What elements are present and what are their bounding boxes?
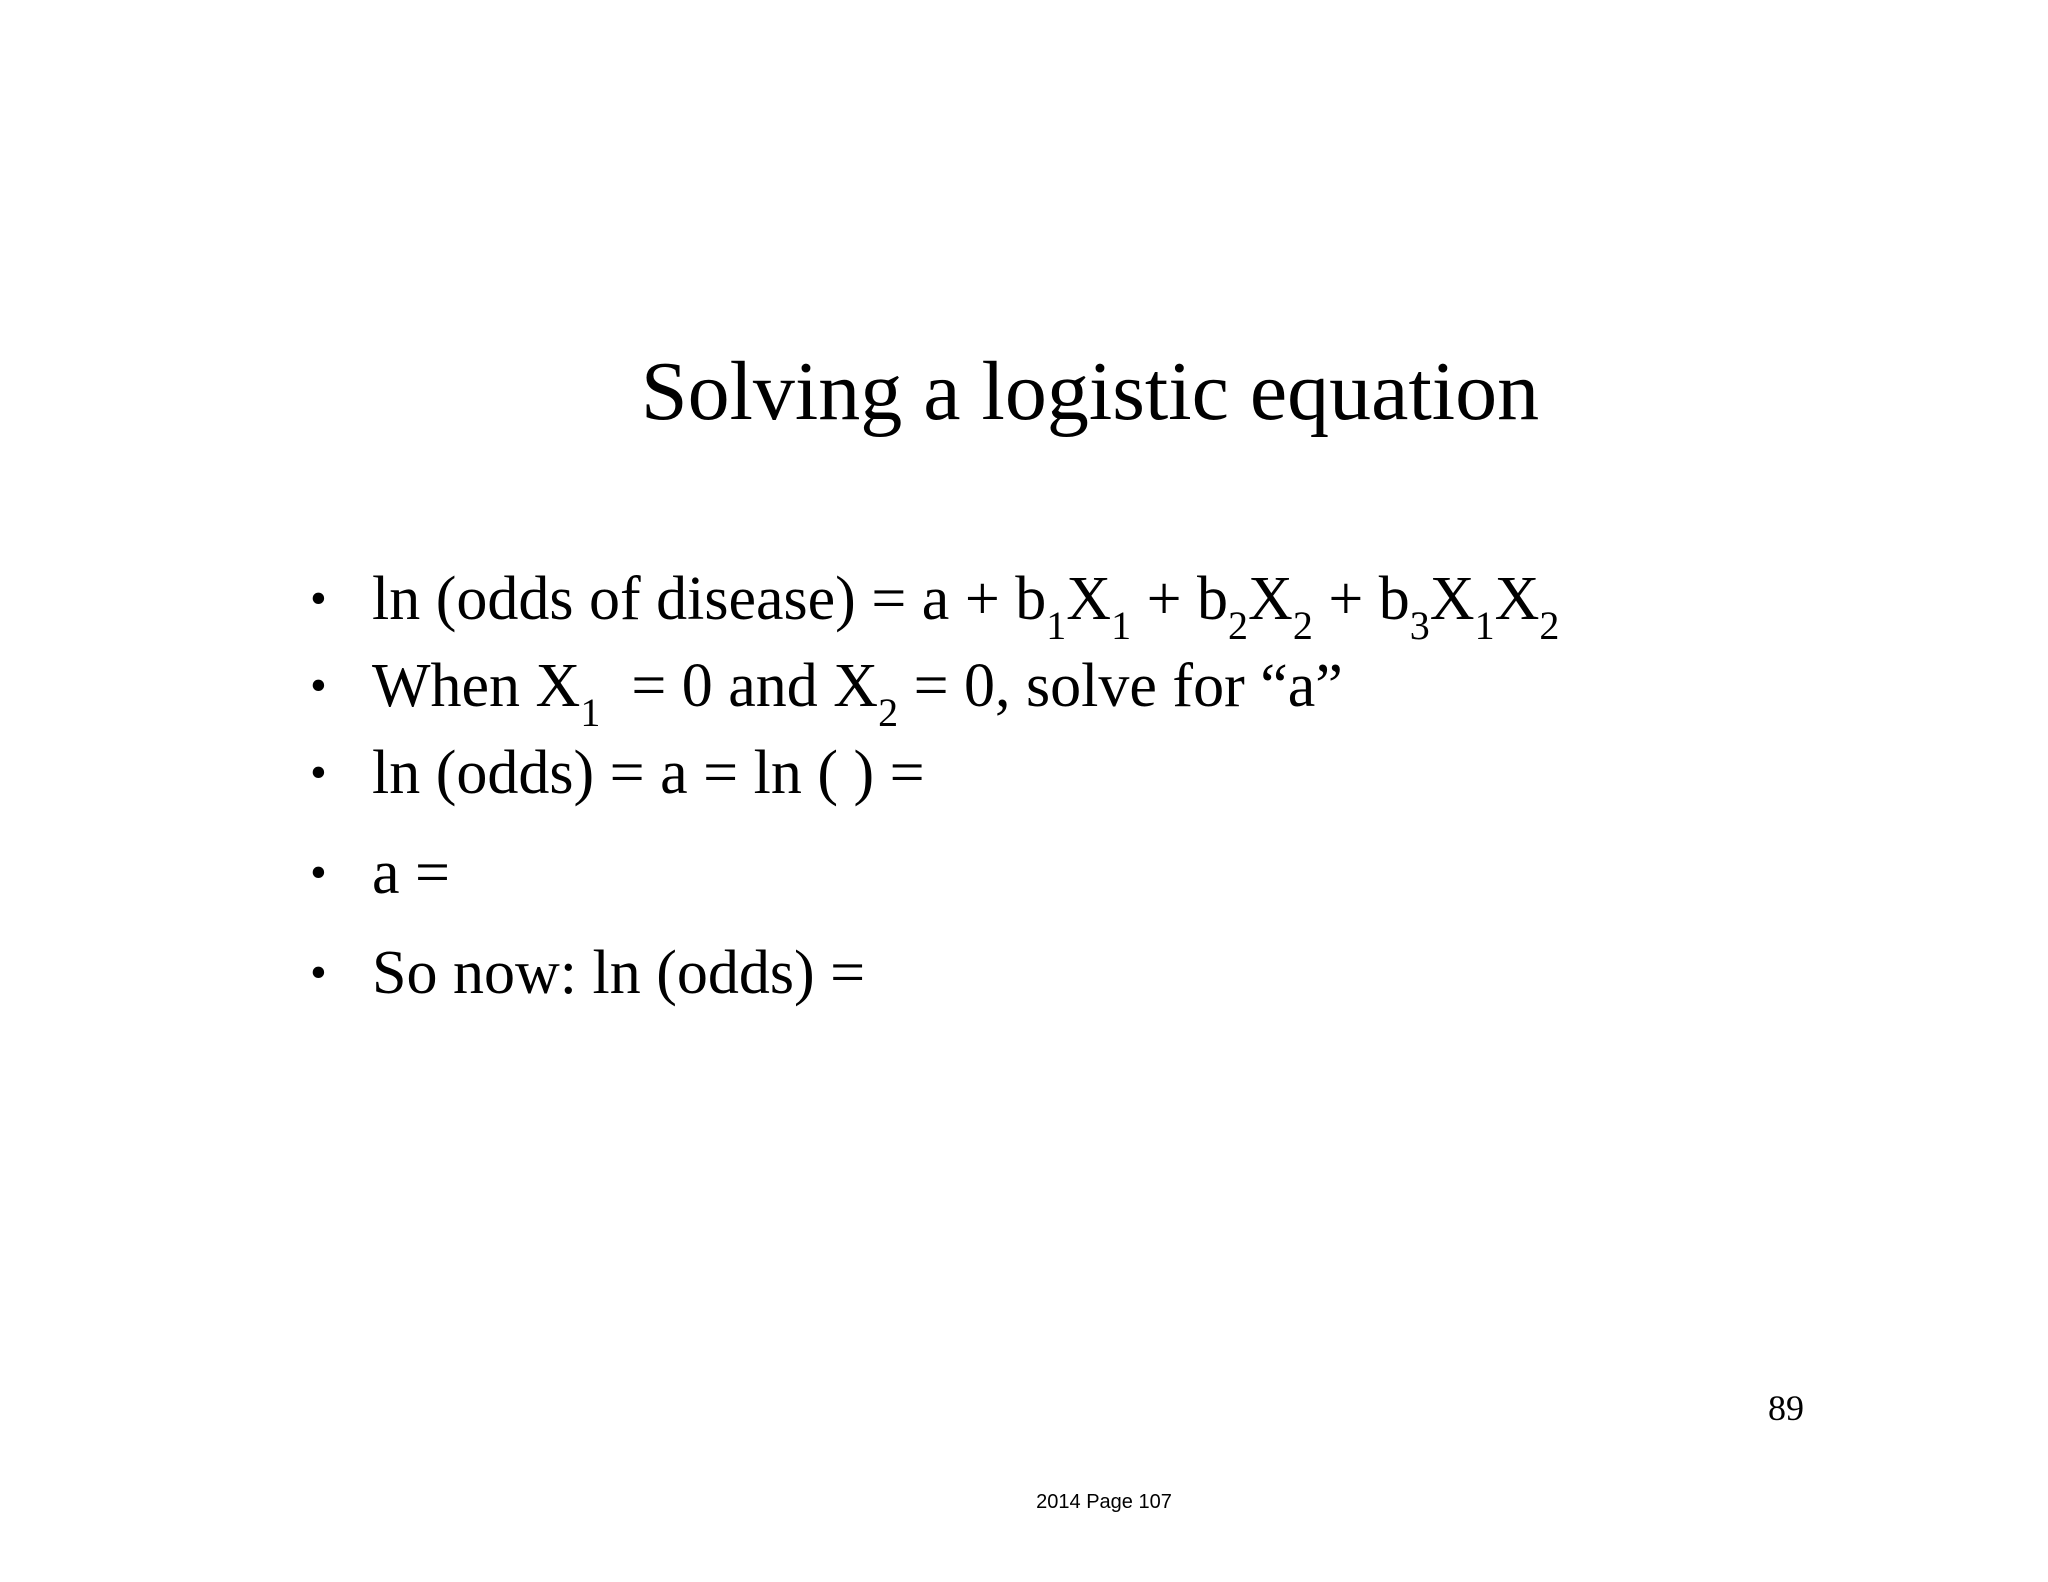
text-segment: X — [1494, 565, 1540, 633]
text-segment: + b — [1312, 565, 1410, 633]
text-segment: X — [1248, 565, 1293, 633]
bullet-item-3 — [310, 739, 1559, 807]
text-segment: X — [1066, 565, 1112, 633]
subscript: 2 — [1228, 603, 1249, 648]
bullet-item-4 — [310, 839, 1559, 907]
bullet-text: a = — [372, 839, 450, 907]
slide-number: 89 — [1768, 1388, 1804, 1428]
bullet-item-2 — [310, 652, 1559, 735]
footer-page-label: 2014 Page 107 — [1036, 1491, 1172, 1513]
bullet-icon: • — [310, 572, 327, 625]
bullet-text — [372, 652, 1343, 735]
bullet-text — [372, 565, 1560, 648]
bullet-text: So now: ln (odds) = — [372, 939, 866, 1007]
subscript: 1 — [1046, 603, 1067, 648]
bullet-text: ln (odds) = a = ln ( ) = — [372, 739, 925, 807]
bullet-icon: • — [310, 846, 327, 899]
bullet-list — [310, 565, 1560, 1029]
subscript: 2 — [1292, 603, 1313, 648]
subscript: 1 — [1474, 603, 1495, 648]
subscript: 2 — [1539, 603, 1560, 648]
text-segment: = 0, solve for “a” — [898, 652, 1343, 720]
text-segment: ln (odds of disease) = a + b — [372, 565, 1047, 633]
slide-title: Solving a logistic equation — [640, 345, 1540, 438]
text-segment: + b — [1131, 565, 1229, 633]
text-segment: = 0 and X — [600, 652, 879, 720]
bullet-icon: • — [310, 946, 327, 999]
bullet-icon: • — [310, 746, 327, 799]
bullet-icon: • — [310, 659, 327, 712]
bullet-item-1 — [310, 565, 1560, 648]
subscript: 1 — [580, 690, 601, 735]
subscript: 2 — [878, 690, 899, 735]
text-segment: When X — [372, 652, 581, 720]
text-segment: X — [1429, 565, 1475, 633]
subscript: 3 — [1409, 603, 1430, 648]
subscript: 1 — [1111, 603, 1132, 648]
bullet-item-5 — [310, 939, 1559, 1007]
